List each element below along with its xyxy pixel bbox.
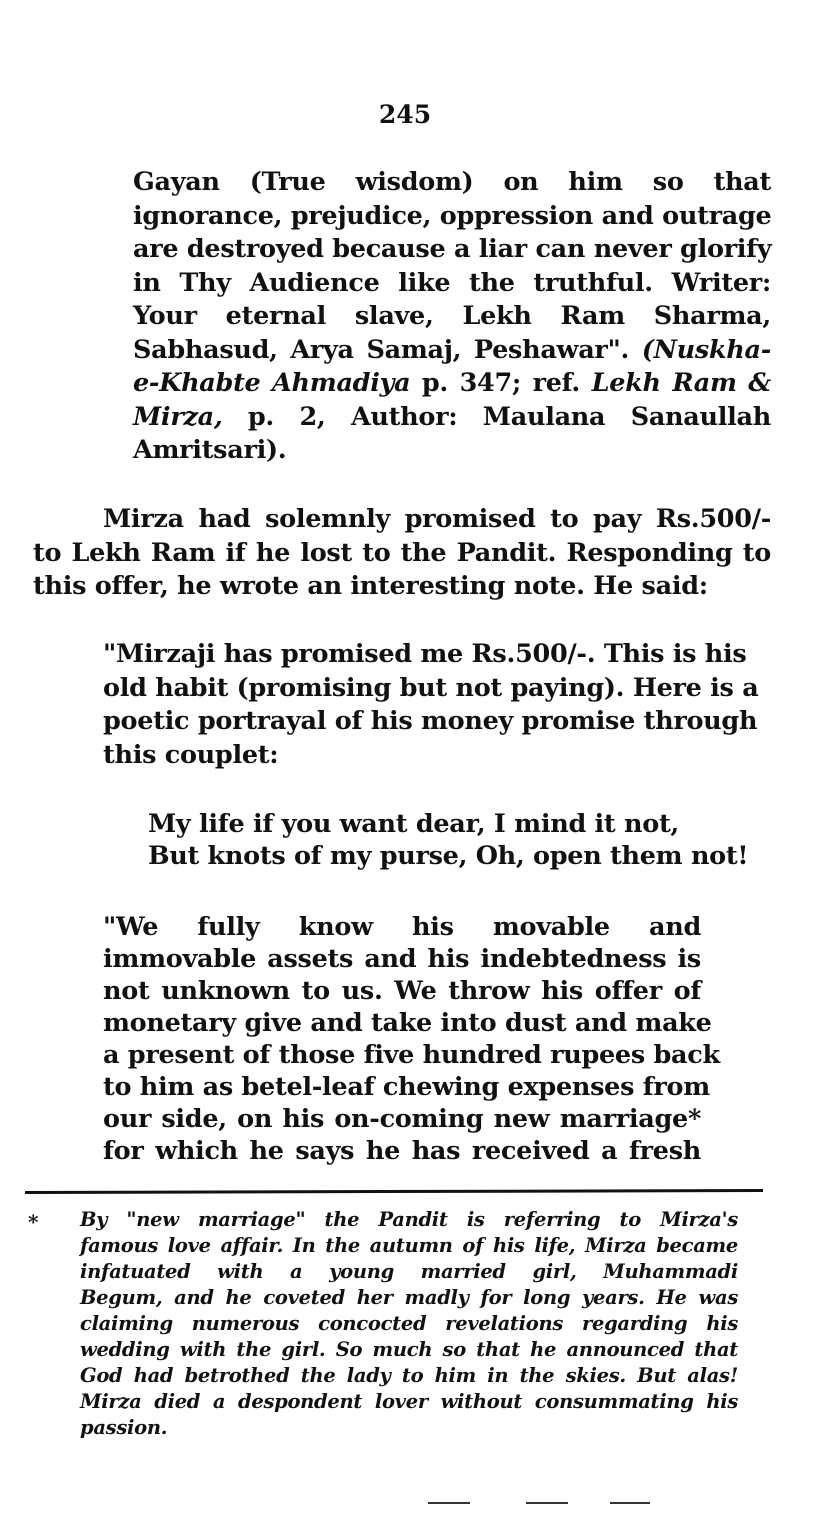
text-span: p. 347; ref. [410, 368, 592, 398]
text-line: to him as betel-leaf chewing expenses from [103, 1072, 710, 1102]
text-line: ignorance, prejudice, oppression and outrage [133, 200, 772, 231]
footnote-line: claiming numerous concocted revelations regarding his [80, 1312, 738, 1335]
quotation [103, 638, 759, 772]
text-line: in Thy Audience like the truthful. Writer: [133, 267, 771, 298]
scan-mark [610, 1502, 650, 1504]
text-line: our side, on his on-coming new marriage* [103, 1104, 701, 1134]
footnote-line: Mirza died a despondent lover without consummating his [80, 1390, 738, 1413]
text-span: Sabhasud, Arya Samaj, Peshawar". [133, 334, 630, 365]
citation-title: e-Khabte Ahmadiya [133, 368, 411, 398]
citation-title: (Nuskha- [641, 334, 772, 365]
scan-mark [526, 1502, 568, 1504]
footnote-marker: * [28, 1210, 39, 1234]
text-line: to Lekh Ram if he lost to the Pandit. Responding to [33, 537, 771, 568]
text-line: not unknown to us. We throw his offer of [103, 976, 701, 1006]
footnote-line: Begum, and he coveted her madly for long years. He was [80, 1286, 738, 1309]
text-line [133, 401, 771, 435]
citation-title: Mirza, [133, 401, 223, 432]
text-line [133, 334, 771, 368]
text-line: this offer, he wrote an interesting note. He said: [33, 571, 708, 601]
footnote-line: By "new marriage" the Pandit is referring to Mirza's [80, 1208, 738, 1231]
text-line: Your eternal slave, Lekh Ram Sharma, [133, 301, 771, 331]
text-line: immovable assets and his indebtedness is [103, 944, 701, 974]
text-line: old habit (promising but not paying). Here is a [103, 672, 759, 703]
footnote-line: God had betrothed the lady to him in the skies. But alas! [80, 1364, 738, 1387]
text-line: a present of those five hundred rupees back [103, 1040, 720, 1070]
footnote-divider [25, 1189, 763, 1194]
text-line [133, 367, 771, 401]
footnote-line: famous love affair. In the autumn of his life, Mirza became [80, 1234, 738, 1257]
couplet [148, 808, 748, 872]
verse-line: My life if you want dear, I mind it not, [148, 809, 679, 839]
text-line: are destroyed because a liar can never glorify [133, 234, 772, 264]
text-line: monetary give and take into dust and make [103, 1008, 712, 1038]
footnote-line: passion. [80, 1416, 168, 1439]
verse-line: But knots of my purse, Oh, open them not! [148, 841, 749, 871]
text-span: p. 2, Author: Maulana Sanaullah [222, 401, 771, 432]
paragraph [33, 503, 771, 604]
footnote-line: infatuated with a young married girl, Muhammadi [80, 1260, 738, 1283]
citation-title: Lekh Ram & [591, 368, 771, 398]
text-line: for which he says he has received a fresh [103, 1136, 701, 1166]
paragraph-continued [133, 166, 771, 468]
text-line: Mirza had solemnly promised to pay Rs.500/- [103, 504, 771, 534]
footnote [80, 1207, 738, 1441]
page-number: 245 [378, 100, 432, 129]
text-line: "We fully know his movable and [103, 912, 701, 942]
text-line: poetic portrayal of his money promise through [103, 706, 758, 736]
text-line: Gayan (True wisdom) on him so that [133, 167, 771, 197]
text-line: this couplet: [103, 739, 279, 770]
text-line: Amritsari). [133, 435, 287, 465]
quotation [103, 911, 720, 1167]
text-line: "Mirzaji has promised me Rs.500/-. This is his [103, 639, 747, 669]
footnote-line: wedding with the girl. So much so that he announced that [80, 1338, 738, 1361]
scan-mark [428, 1502, 470, 1504]
